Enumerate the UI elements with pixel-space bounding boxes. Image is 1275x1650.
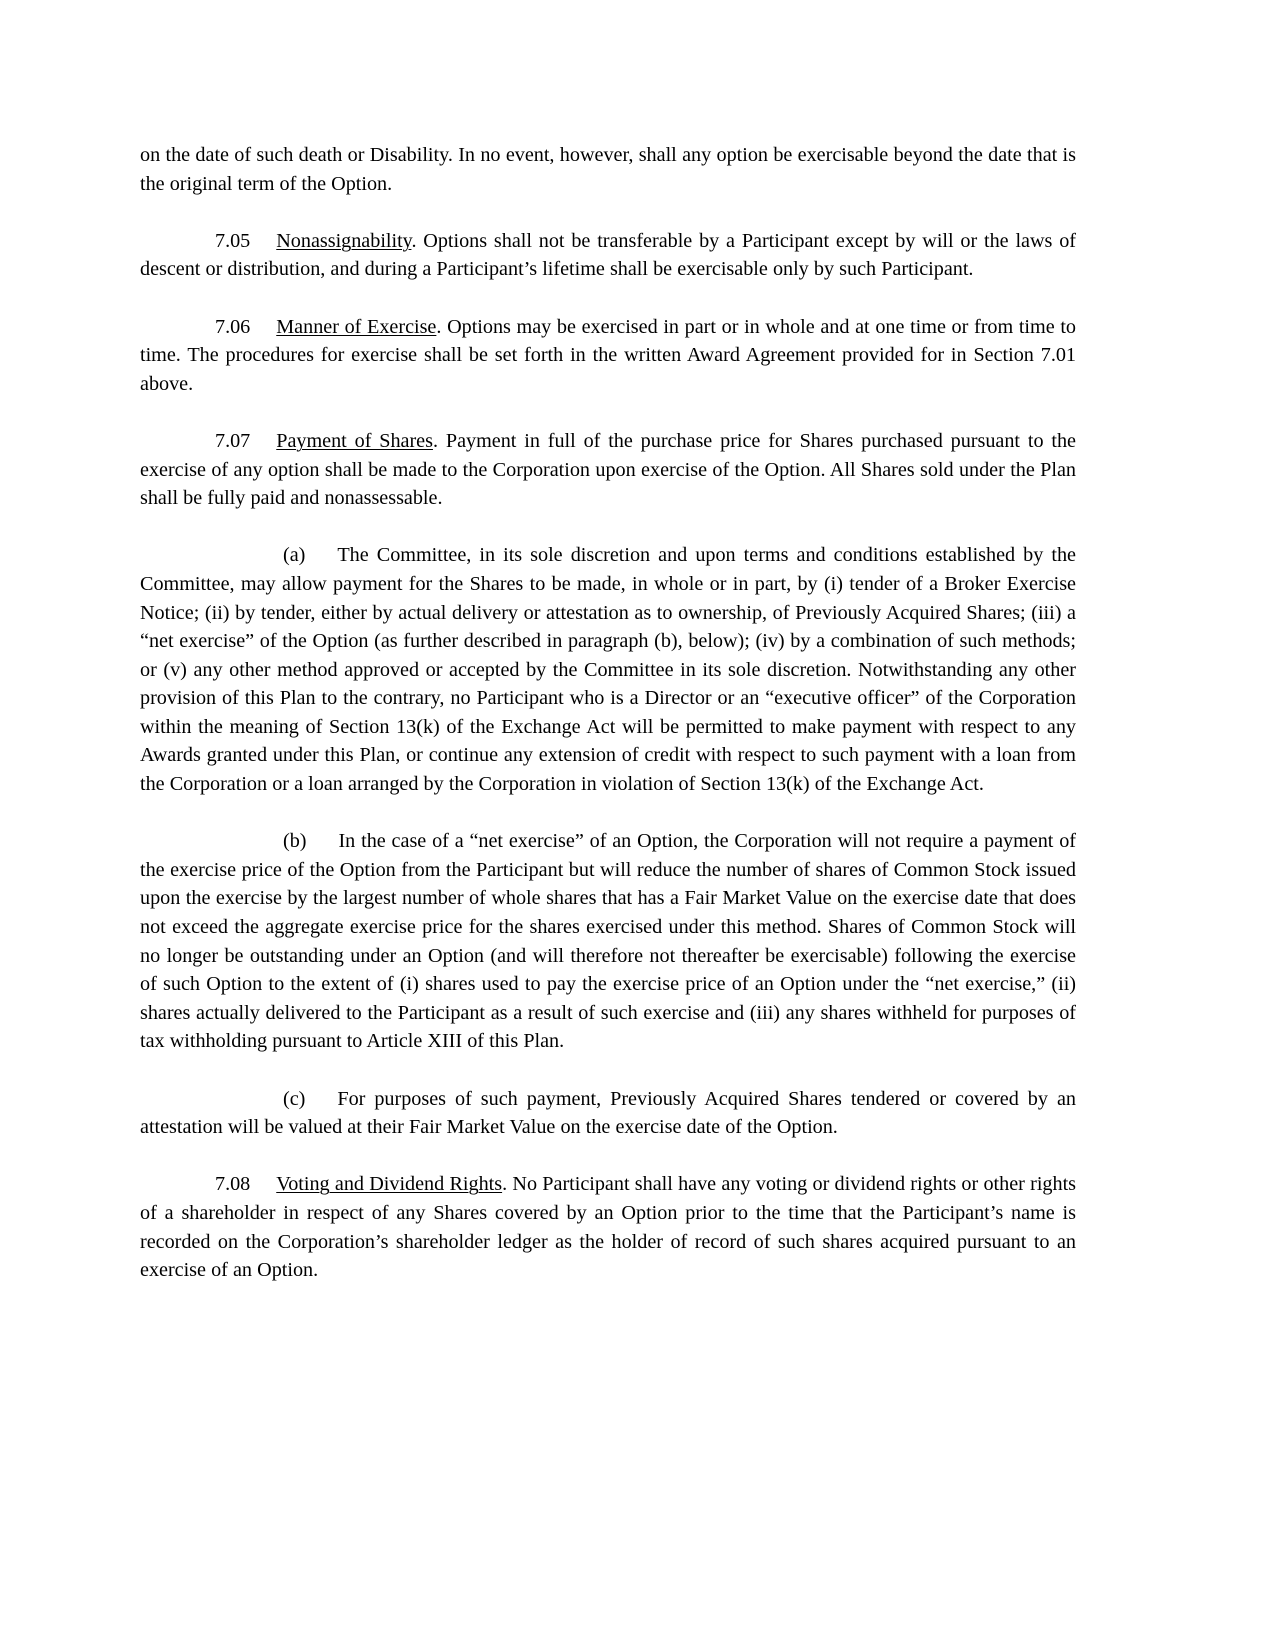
section-7-07 bbox=[140, 427, 1076, 513]
subsection-b bbox=[140, 827, 1076, 1056]
section-number: 7.08 bbox=[215, 1173, 251, 1196]
section-title: Nonassignability bbox=[276, 229, 412, 252]
section-title: Payment of Shares bbox=[276, 429, 433, 452]
section-body-text: . No Participant shall have any voting or dividend rights or other rights of a shareholder in respect of any Shares covered by an Option prior to the time that the Participant’s name is recorded on the Corporation’s shareholder ledger as the holder of record of such shares acquired pursuant to an exercise of an Option. bbox=[140, 1173, 1076, 1282]
section-7-06 bbox=[140, 313, 1076, 399]
section-body-text: . Options shall not be transferable by a Participant except by will or the laws of descent or distribution, and during a Participant’s lifetime shall be exercisable only by such Participant. bbox=[140, 229, 1076, 281]
section-number: 7.06 bbox=[215, 315, 251, 338]
section-number: 7.05 bbox=[215, 229, 251, 252]
subsection-body-text: For purposes of such payment, Previously Acquired Shares tendered or covered by an attestation will be valued at their Fair Market Value on the exercise date of the Option. bbox=[140, 1087, 1076, 1139]
section-7-08 bbox=[140, 1170, 1076, 1284]
subsection-label: (c) bbox=[283, 1087, 306, 1110]
subsection-body-text: In the case of a “net exercise” of an Option, the Corporation will not require a payment of the exercise price of the Option from the Participant but will reduce the number of shares of Common Stock issued upon the exercise by the largest number of whole shares that has a Fair Market Value on the exercise date that does not exceed the aggregate exercise price for the shares exercised under this method. Shares of Common Stock will no longer be outstanding under an Option (and will therefore not thereafter be exercisable) following the exercise of such Option to the extent of (i) shares used to pay the exercise price of an Option under the “net exercise,” (ii) shares actually delivered to the Participant as a result of such exercise and (iii) any shares withheld for purposes of tax withholding pursuant to Article XIII of this Plan. bbox=[140, 830, 1076, 1053]
section-title: Voting and Dividend Rights bbox=[276, 1173, 503, 1196]
section-body-text: . Payment in full of the purchase price for Shares purchased pursuant to the exercise of any option shall be made to the Corporation upon exercise of the Option. All Shares sold under the Plan shall be fully paid and nonassessable. bbox=[140, 429, 1076, 510]
subsection-body-text: The Committee, in its sole discretion and upon terms and conditions established by the Committee, may allow payment for the Shares to be made, in whole or in part, by (i) tender of a Broker Exercise Notice; (ii) by tender, either by actual delivery or attestation as to ownership, of Previously Acquired Shares; (iii) a “net exercise” of the Option (as further described in paragraph (b), below); (iv) by a combination of such methods; or (v) any other method approved or accepted by the Committee in its sole discretion. Notwithstanding any other provision of this Plan to the contrary, no Participant who is a Director or an “executive officer” of the Corporation within the meaning of Section 13(k) of the Exchange Act will be permitted to make payment with respect to any Awards granted under this Plan, or continue any extension of credit with respect to such payment with a loan from the Corporation or a loan arranged by the Corporation in violation of Section 13(k) of the Exchange Act. bbox=[140, 544, 1076, 796]
subsection-label: (a) bbox=[283, 544, 306, 567]
paragraph-body-text: on the date of such death or Disability. In no event, however, shall any option be exercisable beyond the date that is the original term of the Option. bbox=[140, 144, 1076, 195]
subsection-c bbox=[140, 1085, 1076, 1142]
document-text-column bbox=[140, 141, 1076, 1285]
section-number: 7.07 bbox=[215, 429, 251, 452]
section-body-text: . Options may be exercised in part or in whole and at one time or from time to time. The procedures for exercise shall be set forth in the written Award Agreement provided for in Section 7.01 above. bbox=[140, 315, 1076, 395]
section-7-05 bbox=[140, 227, 1076, 284]
section-title: Manner of Exercise bbox=[276, 315, 437, 338]
subsection-a bbox=[140, 541, 1076, 798]
paragraph-continuation bbox=[140, 141, 1076, 198]
subsection-label: (b) bbox=[283, 830, 307, 853]
